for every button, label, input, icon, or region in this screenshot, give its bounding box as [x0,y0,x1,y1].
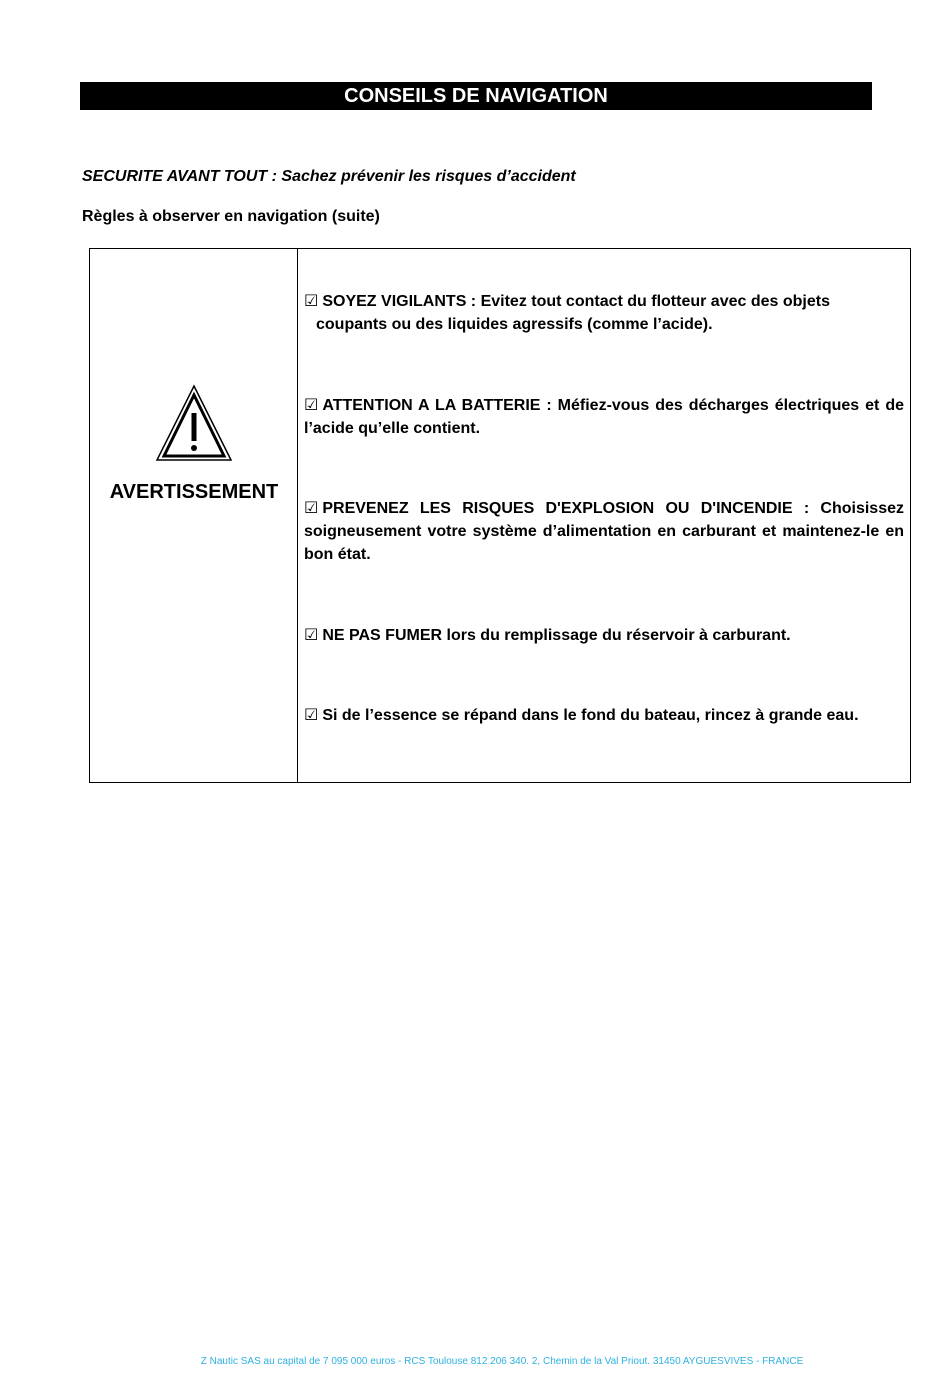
rule-text: SOYEZ VIGILANTS : Evitez tout contact du flotteur avec des objets [322,293,830,310]
rule-text: Si de l’essence se répand dans le fond du bateau, rincez à grande eau. [322,707,859,724]
warning-cell [90,249,298,782]
warning-triangle-icon [154,383,234,463]
checkbox-checked-icon: ☑ [304,625,319,644]
section-heading: Règles à observer en navigation (suite) [82,208,380,225]
rule-battery [304,393,904,440]
rule-vigilance [304,289,904,336]
rule-text: PREVENEZ LES RISQUES D'EXPLOSION OU D'INCENDIE : Choisissez soigneusement votre système d’alimentation en carburant et maintenez-le en bon état. [304,500,904,563]
rule-text: ATTENTION A LA BATTERIE : Méfiez-vous des décharges électriques et de l’acide qu’elle contient. [304,397,904,437]
footer-company-info: Z Nautic SAS au capital de 7 095 000 euros - RCS Toulouse 812 206 340. 2, Chemin de la Val Priout. 31450 AYGUESVIVES - FRANCE [200,1356,804,1367]
warning-table [89,248,911,783]
checkbox-checked-icon: ☑ [304,498,319,517]
safety-subtitle: SECURITE AVANT TOUT : Sachez prévenir les risques d’accident [82,168,576,185]
rule-fuel-spill [304,703,904,727]
page-title: CONSEILS DE NAVIGATION [80,82,872,110]
rule-text: NE PAS FUMER lors du remplissage du réservoir à carburant. [322,627,791,644]
checkbox-checked-icon: ☑ [304,395,319,414]
rule-explosion [304,496,904,566]
checkbox-checked-icon: ☑ [304,291,319,310]
checkbox-checked-icon: ☑ [304,705,319,724]
warning-label: AVERTISSEMENT [109,481,279,503]
rule-no-smoking [304,623,904,647]
rules-cell [298,249,910,782]
rule-text-continuation: coupants ou des liquides agressifs (comme l’acide). [316,316,713,333]
